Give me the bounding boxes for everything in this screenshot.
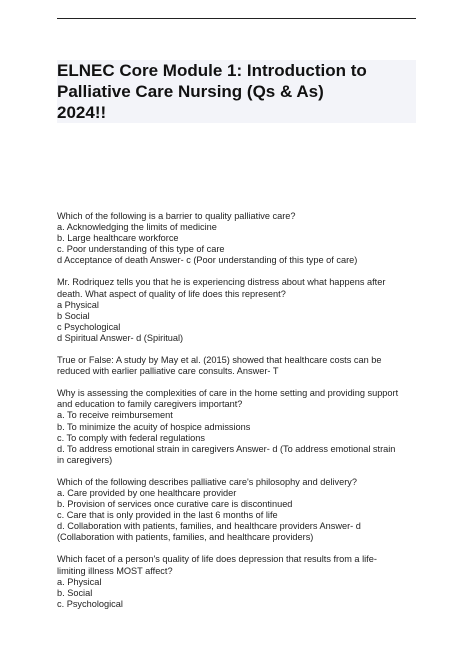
- answer-option: c. Poor understanding of this type of care: [57, 244, 225, 255]
- answer-option: d. To address emotional strain in caregivers Answer- d (To address emotional strain: [57, 443, 396, 454]
- answer-option: b. Provision of services once curative care is discontinued: [57, 499, 293, 510]
- title-line: 2024!!: [57, 103, 107, 122]
- question-text: True or False: A study by May et al. (2015) showed that healthcare costs can be: [57, 355, 382, 366]
- answer-option: a. Physical: [57, 576, 102, 587]
- question-text: reduced with earlier palliative care consults. Answer- T: [57, 366, 279, 377]
- question-text: Which facet of a person's quality of life does depression that results from a life-: [57, 554, 377, 565]
- answer-option: d Spiritual Answer- d (Spiritual): [57, 332, 184, 343]
- question-block: [57, 277, 417, 344]
- question-block: [57, 477, 417, 544]
- answer-option: a. To receive reimbursement: [57, 410, 173, 421]
- answer-option: b. To minimize the acuity of hospice admissions: [57, 421, 251, 432]
- question-block: [57, 355, 417, 377]
- question-text: Mr. Rodriquez tells you that he is experiencing distress about what happens after: [57, 277, 386, 288]
- answer-option: a Physical: [57, 299, 99, 310]
- answer-option: (Collaboration with patients, families, and healthcare providers): [57, 532, 314, 543]
- answer-option: d Acceptance of death Answer- c (Poor understanding of this type of care): [57, 255, 358, 266]
- title-line: Palliative Care Nursing (Qs & As): [57, 82, 324, 101]
- answer-option: a. Care provided by one healthcare provider: [57, 487, 237, 498]
- question-block: [57, 388, 417, 466]
- answer-option: c. Care that is only provided in the last 6 months of life: [57, 510, 278, 521]
- question-text: death. What aspect of quality of life does this represent?: [57, 288, 286, 299]
- answer-option: a. Acknowledging the limits of medicine: [57, 222, 217, 233]
- answer-option: in caregivers): [57, 454, 113, 465]
- title-line: ELNEC Core Module 1: Introduction to: [57, 61, 367, 80]
- answer-option: b Social: [57, 310, 90, 321]
- answer-option: c. To comply with federal regulations: [57, 432, 205, 443]
- question-text: Which of the following describes palliative care's philosophy and delivery?: [57, 476, 357, 487]
- answer-option: b. Large healthcare workforce: [57, 233, 179, 244]
- question-text: limiting illness MOST affect?: [57, 565, 173, 576]
- question-text: Why is assessing the complexities of care in the home setting and providing support: [57, 388, 399, 399]
- document-title: [57, 60, 416, 123]
- answer-option: d. Collaboration with patients, families, and healthcare providers Answer- d: [57, 521, 361, 532]
- question-block: [57, 211, 417, 266]
- question-block: [57, 554, 417, 609]
- qa-content: [57, 211, 417, 621]
- answer-option: c Psychological: [57, 321, 121, 332]
- question-text: Which of the following is a barrier to quality palliative care?: [57, 211, 296, 221]
- answer-option: c. Psychological: [57, 598, 123, 609]
- answer-option: b. Social: [57, 587, 93, 598]
- top-rule: [57, 18, 416, 19]
- question-text: and education to family caregivers important?: [57, 399, 243, 410]
